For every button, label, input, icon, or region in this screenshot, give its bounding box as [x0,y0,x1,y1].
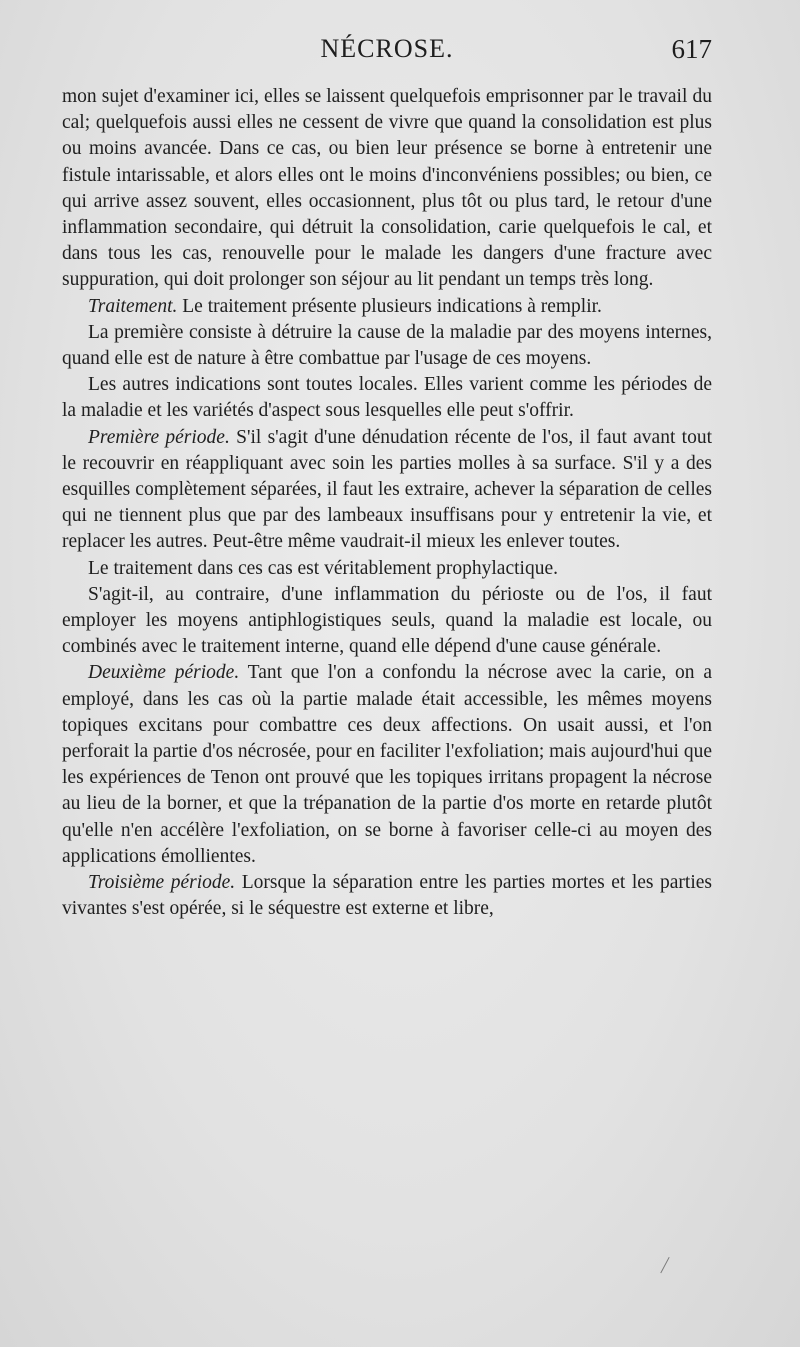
paragraph-text: S'il s'agit d'une dénudation récente de l'os, il faut avant tout le recouvrir en réappliquant avec soin les parties molles à sa surface. S'il y a des esquilles complètement séparées, il faut les extraire, achever la séparation de celles qui ne tiennent plus que par des lambeaux insuffisans pour y entretenir la vie, et replacer les autres. Peut-être même vaudrait-il mieux les enlever toutes. [62,426,712,553]
paragraph: mon sujet d'examiner ici, elles se laissent quelquefois emprisonner par le travail du cal; quelquefois aussi elles ne cessent de vivre que quand la consolidation est plus ou moins avancée. Dans ce cas, ou bien leur présence se borne à entretenir une fistule intarissable, et alors elles ont le moins d'inconvéniens possibles; ou bien, ce qui arrive assez souvent, elles occasionnent, plus tôt ou plus tard, le retour d'une inflammation secondaire, qui détruit la consolidation, carie quelquefois le cal, et dans tous les cas, renouvelle pour le malade les dangers d'une fracture avec suppuration, qui doit prolonger son séjour au lit pendant un temps très long. [62,86,712,291]
stray-pen-mark [660,1257,676,1277]
paragraph: La première consiste à détruire la cause de la maladie par des moyens internes, quand elle est de nature à être combattue par l'usage de ces moyens. [62,321,712,370]
page-header [62,30,712,80]
paragraph: Les autres indications sont toutes locales. Elles varient comme les périodes de la maladie et les variétés d'aspect sous lesquelles elle peut s'offrir. [62,374,712,422]
section-label: Deuxième période. [88,662,240,684]
body-text [62,84,712,923]
section-label: Traitement. [88,295,178,317]
page-number: 617 [671,34,712,64]
paragraph-traitement [62,294,712,320]
paragraph-troisieme-periode [62,870,712,922]
paragraph-text: Le traitement présente plusieurs indications à remplir. [177,295,602,317]
section-label: Troisième période. [88,872,236,894]
paragraph-text: Tant que l'on a confondu la nécrose avec la carie, on a employé, dans les cas où la partie malade était accessible, les mêmes moyens topiques excitans pour combattre ces deux affections. On usait aussi, et l'on perforait la partie d'os nécrosée, pour en faciliter l'exfoliation; mais aujourd'hui que les expériences de Tenon ont prouvé que les topiques irritans propagent la nécrose au lieu de la borner, et que la trépanation de la partie d'os morte en retarde plutôt qu'elle n'en accélère l'exfoliation, on se borne à favoriser celle-ci au moyen des applications émollientes. [62,662,712,867]
paragraph: Le traitement dans ces cas est véritablement prophylactique. [88,557,558,579]
paragraph-deuxieme-periode [62,660,712,870]
paragraph-text: Lorsque la séparation entre les parties mortes et les parties vivantes s'est opérée, si le séquestre est externe et libre, [62,872,712,920]
running-head: NÉCROSE. [320,34,454,63]
paragraph-premiere-periode [62,425,712,556]
paragraph: S'agit-il, au contraire, d'une inflammation du périoste ou de l'os, il faut employer les moyens antiphlogistiques seuls, quand la maladie est locale, ou combinés avec le traitement interne, quand elle dépend d'une cause générale. [62,583,712,658]
section-label: Première période. [88,426,230,448]
